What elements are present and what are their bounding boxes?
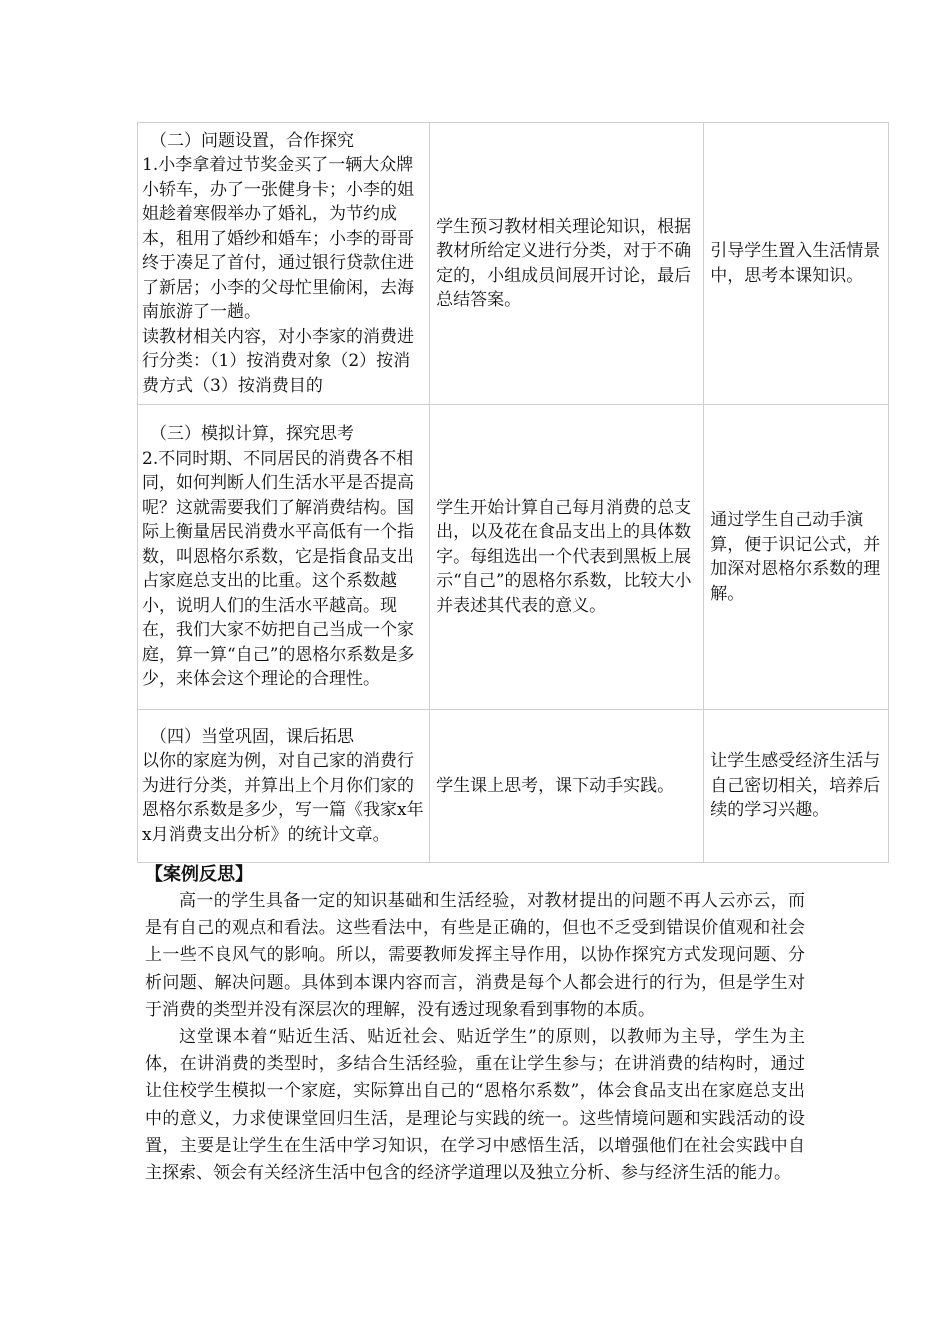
table-row [138,710,889,863]
reflection-paragraph: 这堂课本着“贴近生活、贴近社会、贴近学生”的原则，以教师为主导，学生为主体，在讲消费的类型时，多结合生活经验，重在让学生参与；在讲消费的结构时，通过让住校学生模拟一个家庭，实际算出自己的“恩格尔系数”，体会食品支出在家庭总支出中的意义，力求使课堂回归生活，是理论与实践的统一。这些情境问题和实践活动的设置，主要是让学生在生活中学习知识，在学习中感悟生活，以增强他们在社会实践中自主探索、领会有关经济生活中包含的经济学道理以及独立分析、参与经济生活的能力。 [145,1027,805,1184]
task-text: 读教材相关内容，对小李家的消费进行分类：（1）按消费对象（2）按消费方式（3）按消费目的 [142,326,414,396]
lesson-table [137,122,889,863]
teaching-content-cell [138,710,430,863]
section-heading: （三）模拟计算，探究思考 [150,424,354,445]
section-heading: （二）问题设置，合作探究 [150,130,354,151]
section-heading: （四）当堂巩固，课后拓思 [150,726,354,747]
reflection-paragraph: 高一的学生具备一定的知识基础和生活经验，对教材提出的问题不再人云亦云，而是有自己的观点和看法。这些看法中，有些是正确的，但也不乏受到错误价值观和社会上一些不良风气的影响。所以，需要教师发挥主导作用，以协作探究方式发现问题、分析问题、解决问题。具体到本课内容而言，消费是每个人都会进行的行为，但是学生对于消费的类型并没有深层次的理解，没有透过现象看到事物的本质。 [145,891,805,1020]
design-intent-cell: 让学生感受经济生活与自己密切相关，培养后续的学习兴趣。 [704,710,889,863]
design-intent-cell: 引导学生置入生活情景中，思考本课知识。 [704,123,889,405]
table-row [138,123,889,405]
question-text: 2.不同时期、不同居民的消费各不相同，如何判断人们生活水平是否提高呢？这就需要我们了解消费结构。国际上衡量居民消费水平高低有一个指数，叫恩格尔系数，它是指食品支出占家庭总支出的比重。这个系数越小，说明人们的生活水平越高。现在，我们大家不妨把自己当成一个家庭，算一算“自己”的恩格尔系数是多少，来体会这个理论的合理性。 [142,448,415,690]
reflection-section [145,862,805,1187]
design-intent-cell: 通过学生自己动手演算，便于识记公式，并加深对恩格尔系数的理解。 [704,405,889,710]
student-activity-cell: 学生课上思考，课下动手实践。 [430,710,704,863]
student-activity-cell: 学生开始计算自己每月消费的总支出，以及花在食品支出上的具体数字。每组选出一个代表到黑板上展示“自己”的恩格尔系数，比较大小并表述其代表的意义。 [430,405,704,710]
student-activity-cell: 学生预习教材相关理论知识，根据教材所给定义进行分类，对于不确定的，小组成员间展开讨论，最后总结答案。 [430,123,704,405]
question-text: 以你的家庭为例，对自己家的消费行为进行分类，并算出上个月你们家的恩格尔系数是多少，写一篇《我家x年x月消费支出分析》的统计文章。 [142,751,424,845]
teaching-content-cell [138,405,430,710]
reflection-title: 【案例反思】 [145,864,253,885]
teaching-content-cell [138,123,430,405]
table-row [138,405,889,710]
question-text: 1.小李拿着过节奖金买了一辆大众牌小轿车，办了一张健身卡；小李的姐姐趁着寒假举办了婚礼，为节约成本，租用了婚纱和婚车；小李的哥哥终于凑足了首付，通过银行贷款住进了新居；小李的父母忙里偷闲，去海南旅游了一趟。 [142,155,414,323]
